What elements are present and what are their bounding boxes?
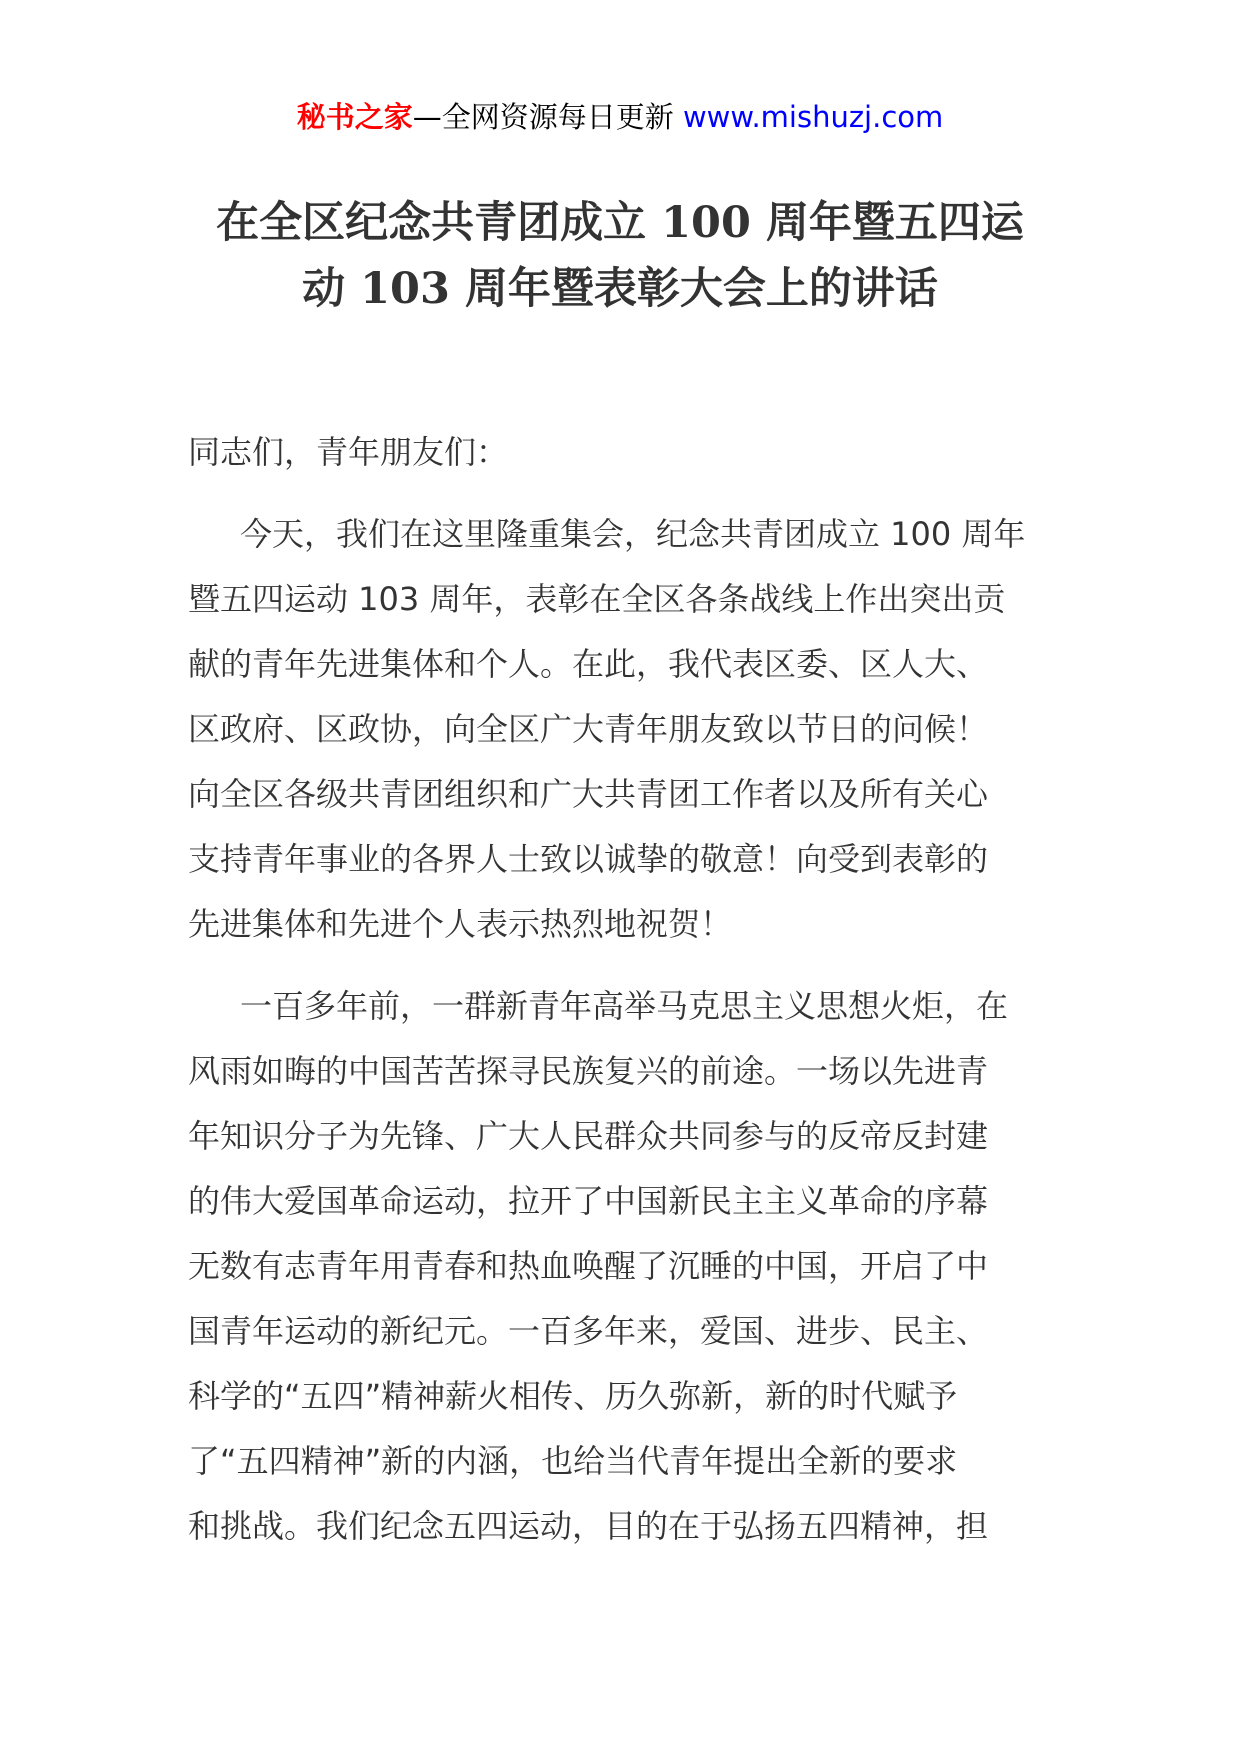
text-line: 国青年运动的新纪元。一百多年来，爱国、进步、民主、 <box>188 1312 989 1350</box>
title-line: 在全区纪念共青团成立 100 周年暨五四运 <box>216 198 1024 248</box>
paragraph-2 <box>188 974 1058 1559</box>
text-line: 支持青年事业的各界人士致以诚挚的敬意！向受到表彰的 <box>188 840 989 878</box>
text-line: 的伟大爱国革命运动，拉开了中国新民主主义革命的序幕 <box>188 1182 989 1220</box>
text-line: 先进集体和先进个人表示热烈地祝贺！ <box>188 905 733 943</box>
document-body <box>188 420 1058 1576</box>
site-tagline: —全网资源每日更新 <box>412 100 674 134</box>
title-line: 动 103 周年暨表彰大会上的讲话 <box>302 264 938 314</box>
site-url-link[interactable]: www.mishuzj.com <box>682 100 944 134</box>
paragraph-1 <box>188 502 1058 957</box>
text-line: 了“五四精神”新的内涵，也给当代青年提出全新的要求 <box>188 1442 958 1480</box>
site-banner <box>0 97 1240 137</box>
text-line: 无数有志青年用青春和热血唤醒了沉睡的中国，开启了中 <box>188 1247 989 1285</box>
text-line: 向全区各级共青团组织和广大共青团工作者以及所有关心 <box>188 775 989 813</box>
text-line: 暨五四运动 103 周年，表彰在全区各条战线上作出突出贡 <box>188 580 1006 618</box>
text-line: 年知识分子为先锋、广大人民群众共同参与的反帝反封建 <box>188 1117 989 1155</box>
text-line: 献的青年先进集体和个人。在此，我代表区委、区人大、 <box>188 645 989 683</box>
text-line: 今天，我们在这里隆重集会，纪念共青团成立 100 周年 <box>240 515 1026 553</box>
document-title <box>140 190 1100 322</box>
text-line: 区政府、区政协，向全区广大青年朋友致以节日的问候！ <box>188 710 989 748</box>
text-line: 科学的“五四”精神薪火相传、历久弥新，新的时代赋予 <box>188 1377 958 1415</box>
text-line: 风雨如晦的中国苦苦探寻民族复兴的前途。一场以先进青 <box>188 1052 989 1090</box>
salutation: 同志们，青年朋友们： <box>188 433 509 471</box>
text-line: 一百多年前，一群新青年高举马克思主义思想火炬，在 <box>240 987 1009 1025</box>
text-line: 和挑战。我们纪念五四运动，目的在于弘扬五四精神，担 <box>188 1507 989 1545</box>
site-brand: 秘书之家 <box>296 100 413 134</box>
